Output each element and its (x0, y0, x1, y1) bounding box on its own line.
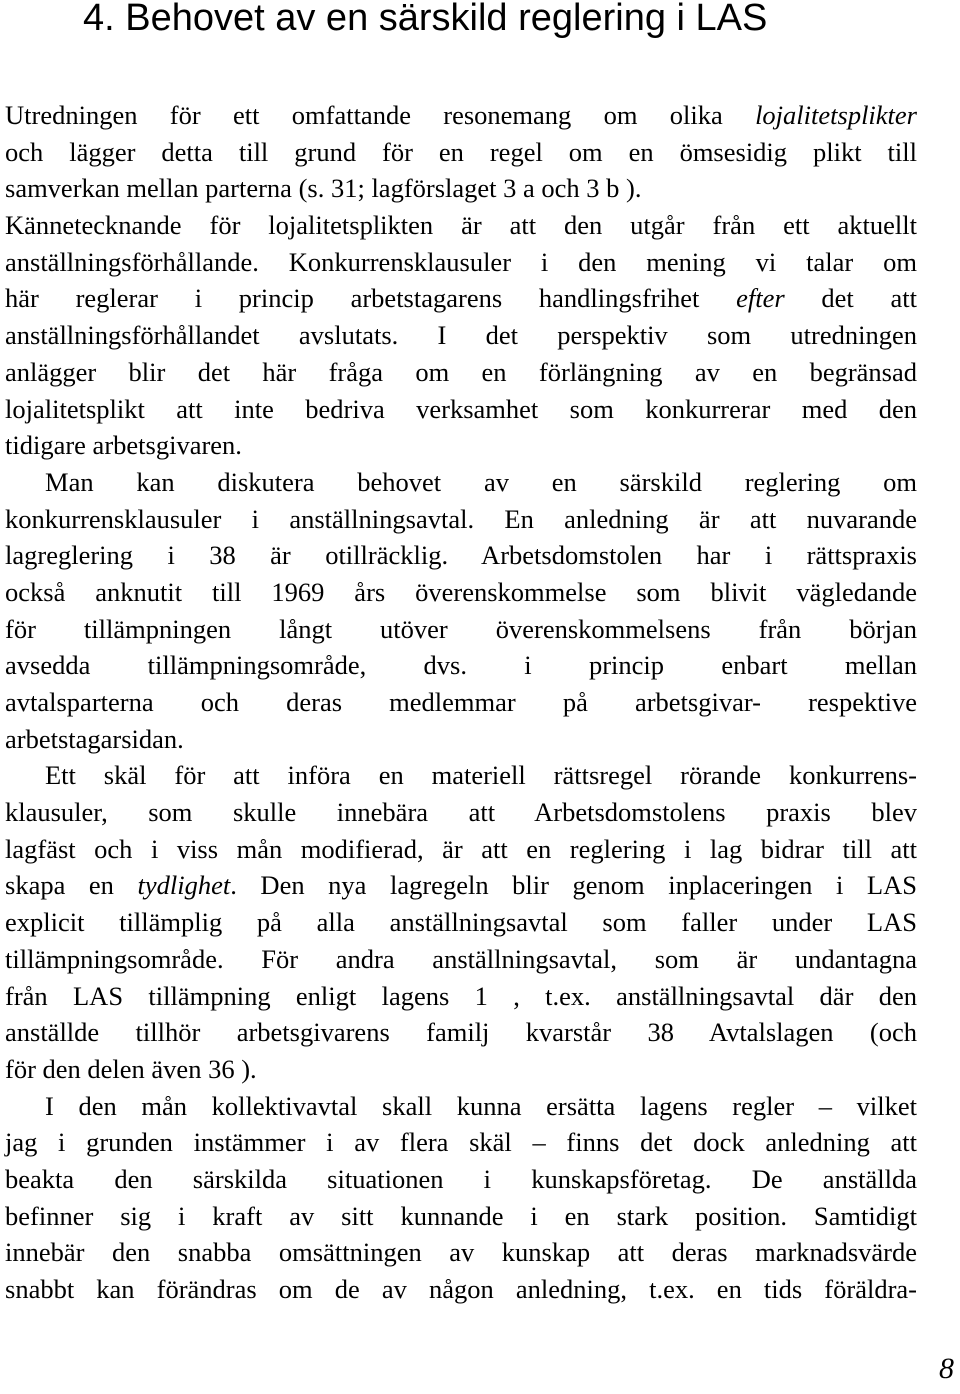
text-segment: också anknutit till 1969 års överenskommelse som blivit vägledande (5, 576, 917, 607)
text-segment: jag i grunden instämmer i av flera skäl – finns det dock anledning att (5, 1127, 917, 1158)
text-segment: innebär den snabba omsättningen av kunskap att deras marknadsvärde (5, 1237, 917, 1268)
text-segment: för den delen även 36 ). (5, 1053, 257, 1084)
emphasized-text: efter (736, 283, 785, 314)
text-segment: arbetstagarsidan. (5, 723, 184, 754)
text-segment: anställningsförhållandet avslutats. I det perspektiv som utredningen (5, 320, 917, 351)
text-line (5, 537, 917, 574)
page-number: 8 (939, 1352, 954, 1385)
text-segment: Kännetecknande för lojalitetsplikten är att den utgår från ett aktuellt (5, 210, 917, 241)
text-line (5, 978, 917, 1015)
text-segment: konkurrensklausuler i anställningsavtal. En anledning är att nuvarande (5, 503, 917, 534)
text-line (5, 1014, 917, 1051)
text-line (5, 904, 917, 941)
text-segment: från LAS tillämpning enligt lagens 1 , t.ex. anställningsavtal där den (5, 980, 917, 1011)
text-line (5, 1234, 917, 1271)
emphasized-text: lojalitetsplikter (755, 100, 917, 130)
text-line (5, 1124, 917, 1161)
text-line (5, 1051, 917, 1088)
text-line (5, 134, 917, 171)
body-text (5, 97, 917, 1308)
text-segment: här reglerar i princip arbetstagarens handlingsfrihet (5, 283, 737, 314)
text-segment: avsedda tillämpningsområde, dvs. i princip enbart mellan (5, 650, 917, 681)
text-line (5, 391, 917, 428)
text-segment: lagreglering i 38 är otillräcklig. Arbetsdomstolen har i rättspraxis (5, 540, 917, 571)
text-line (5, 1161, 917, 1198)
text-line (5, 501, 917, 538)
text-segment: . Den nya lagregeln blir genom inplaceringen i LAS (230, 870, 917, 901)
text-line (5, 574, 917, 611)
text-segment: skapa en (5, 870, 138, 901)
text-segment: lagfäst och i viss mån modifierad, är att en reglering i lag bidrar till att (5, 833, 917, 864)
text-segment: anställde tillhör arbetsgivarens familj kvarstår 38 Avtalslagen (och (5, 1017, 917, 1048)
text-line (5, 464, 917, 501)
text-segment: explicit tillämplig på alla anställningsavtal som faller under LAS (5, 907, 917, 938)
text-line (5, 684, 917, 721)
text-segment: avtalsparterna och deras medlemmar på arbetsgivar- respektive (5, 687, 917, 717)
emphasized-text: tydlighet (137, 870, 231, 901)
text-line (5, 611, 917, 648)
text-segment: klausuler, som skulle innebära att Arbetsdomstolens praxis blev (5, 797, 917, 828)
text-line (5, 97, 917, 134)
text-segment: I den mån kollektivavtal skall kunna ersätta lagens regler – vilket (45, 1090, 917, 1121)
text-line (5, 1088, 917, 1125)
text-line (5, 170, 917, 207)
text-line (5, 757, 917, 794)
text-segment: snabbt kan förändras om de av någon anledning, t.ex. en tids föräldra- (5, 1274, 917, 1304)
section-heading: 4. Behovet av en särskild reglering i LAS (83, 0, 768, 39)
text-segment: Man kan diskutera behovet av en särskild reglering om (45, 466, 917, 497)
text-line (5, 207, 917, 244)
text-segment: beakta den särskilda situationen i kunskapsföretag. De anställda (5, 1163, 917, 1194)
text-line (5, 244, 917, 281)
text-line (5, 1271, 917, 1308)
text-segment: Ett skäl för att införa en materiell rättsregel rörande konkurrens- (45, 760, 917, 791)
text-segment: lojalitetsplikt att inte bedriva verksamhet som konkurrerar med den (5, 393, 917, 424)
text-segment: anlägger blir det här fråga om en förlängning av en begränsad (5, 356, 917, 387)
text-segment: anställningsförhållande. Konkurrensklausuler i den mening vi talar om (5, 246, 917, 277)
text-line (5, 867, 917, 904)
text-line (5, 794, 917, 831)
text-segment: det att (784, 283, 917, 314)
text-segment: och lägger detta till grund för en regel om en ömsesidig plikt till (5, 136, 917, 167)
text-line (5, 831, 917, 868)
text-line (5, 354, 917, 391)
text-line (5, 941, 917, 978)
text-line (5, 280, 917, 317)
text-segment: tillämpningsområde. För andra anställningsavtal, som är undantagna (5, 943, 917, 974)
text-segment: för tillämpningen långt utöver överenskommelsens från början (5, 613, 917, 644)
text-segment: samverkan mellan parterna (s. 31; lagförslaget 3 a och 3 b ). (5, 173, 642, 204)
text-segment: tidigare arbetsgivaren. (5, 430, 242, 461)
text-segment: Utredningen för ett omfattande resonemang om olika (5, 100, 756, 130)
text-segment: befinner sig i kraft av sitt kunnande i en stark position. Samtidigt (5, 1200, 917, 1231)
text-line (5, 1198, 917, 1235)
text-line (5, 647, 917, 684)
text-line (5, 721, 917, 758)
text-line (5, 317, 917, 354)
text-line (5, 427, 917, 464)
